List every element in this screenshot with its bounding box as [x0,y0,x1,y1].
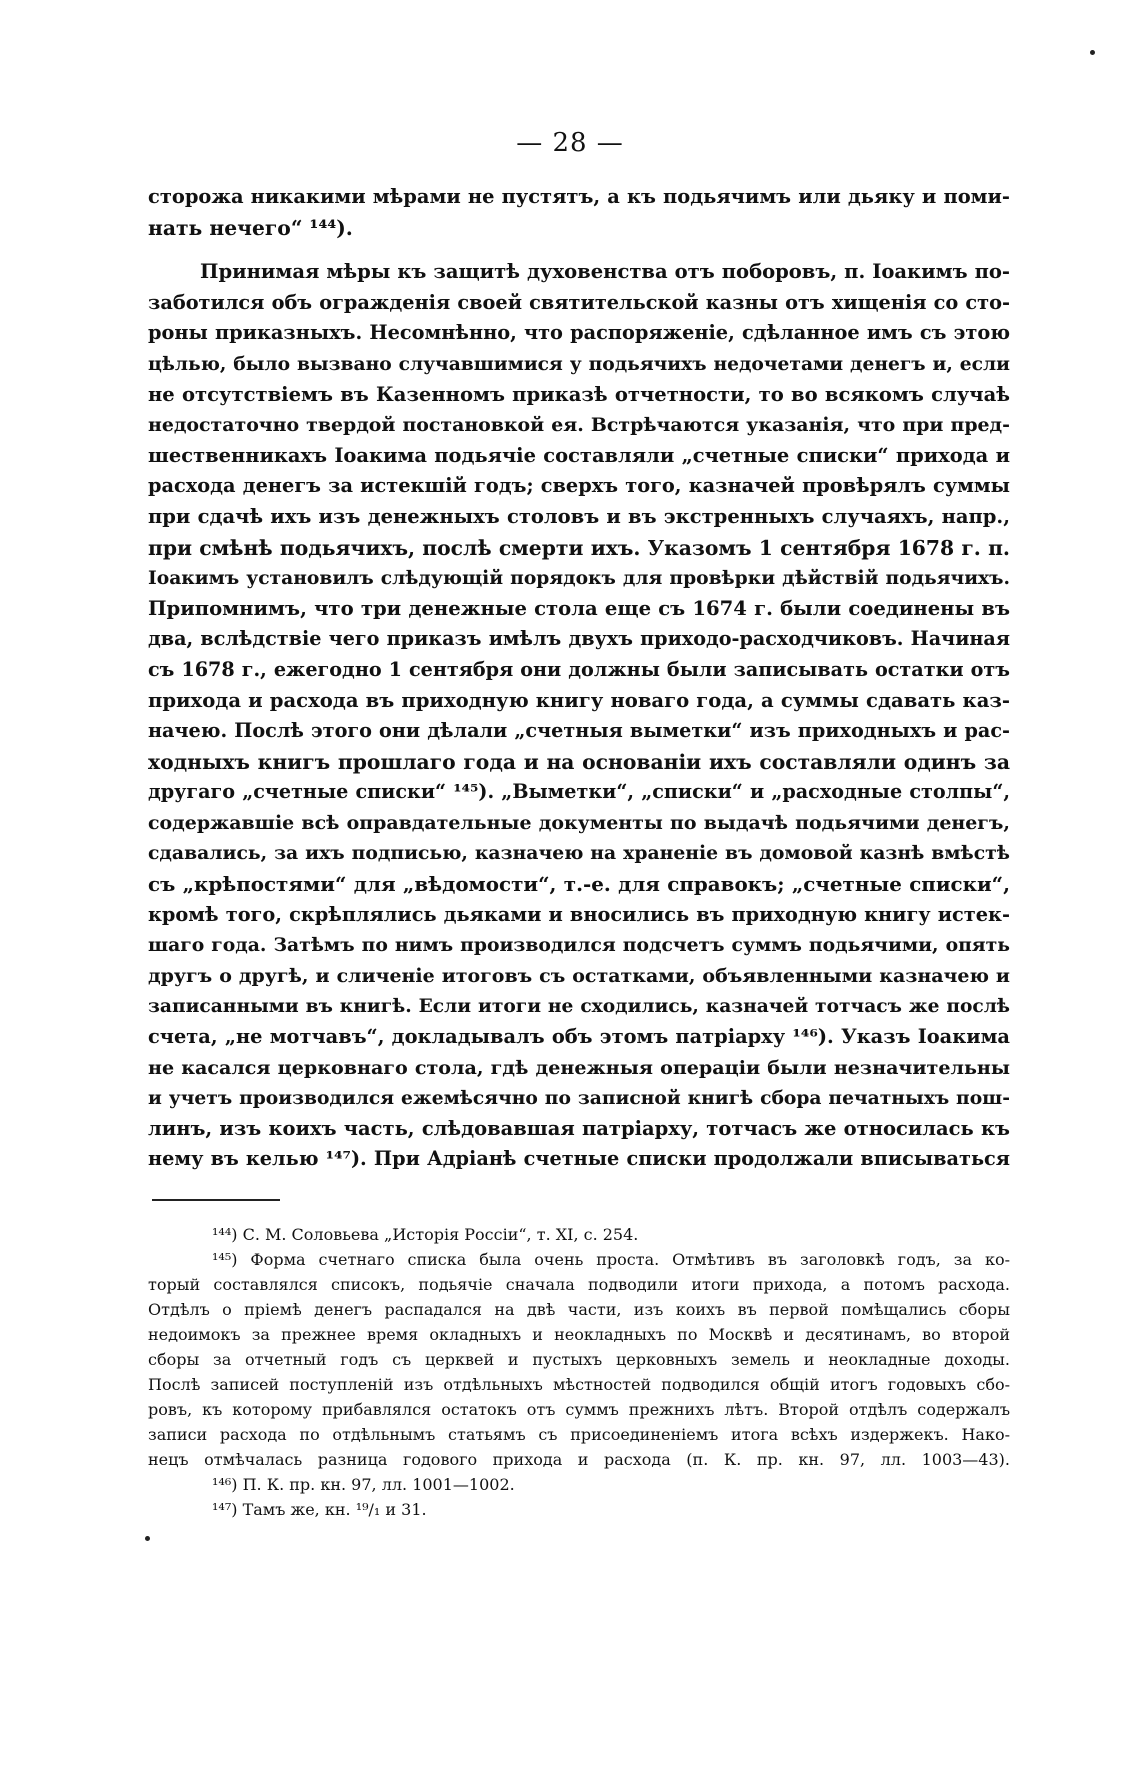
main-text [148,182,1010,1175]
footnote-line: нецъ отмѣчалась разница годового прихода и расхода (п. К. пр. кн. 97, лл. 1003—43). [148,1450,1010,1469]
text-line: сдавались, за ихъ подписью, казначею на храненіе въ домовой казнѣ вмѣстѣ [148,842,1010,865]
text-line: цѣлью, было вызвано случавшимися у подьячихъ недочетами денегъ и, если [148,352,1010,375]
text-line: линъ, изъ коихъ часть, слѣдовавшая патріарху, тотчасъ же относилась къ [148,1116,1010,1140]
text-line: не отсутствіемъ въ Казенномъ приказѣ отчетности, то во всякомъ случаѣ [148,382,1010,406]
footnote-line: ¹⁴⁷) Тамъ же, кн. ¹⁹/₁ и 31. [212,1500,427,1519]
footnotes [148,1222,1010,1522]
footnote-line: сборы за отчетный годъ съ церквей и пустыхъ церковныхъ земель и неокладные доходы. [148,1350,1010,1369]
scan-speck [145,1536,150,1541]
text-line: прихода и расхода въ приходную книгу новаго года, а суммы сдавать каз- [148,688,1010,712]
text-line: при сдачѣ ихъ изъ денежныхъ столовъ и въ экстренныхъ случаяхъ, напр., [148,504,1010,528]
text-line: счета, „не мотчавъ“, докладывалъ объ этомъ патріарху ¹⁴⁶). Указъ Іоакима [148,1025,1010,1049]
text-line: сторожа никакими мѣрами не пустятъ, а къ подьячимъ или дьяку и поми- [148,185,1010,208]
text-line: ходныхъ книгъ прошлаго года и на основаніи ихъ составляли одинъ за [148,749,1010,774]
text-line: два, вслѣдствіе чего приказъ имѣлъ двухъ приходо-расходчиковъ. Начиная [148,627,1010,651]
text-line: другъ о другѣ, и сличеніе итоговъ съ остатками, объявленными казначею и [148,964,1010,987]
text-line: нать нечего“ ¹⁴⁴). [148,215,353,240]
text-line: кромѣ того, скрѣплялись дьяками и вносились въ приходную книгу истек- [148,902,1010,926]
footnote-line: недоимокъ за прежнее время окладныхъ и неокладныхъ по Москвѣ и десятинамъ, во второй [148,1325,1010,1344]
text-line: не касался церковнаго стола, гдѣ денежныя операціи были незначительны [148,1055,1010,1079]
scan-speck [1090,50,1095,55]
text-line: роны приказныхъ. Несомнѣнно, что распоряженіе, сдѣланное имъ съ этою [148,321,1010,345]
footnote-line: Послѣ записей поступленій изъ отдѣльныхъ мѣстностей подводился общій итогъ годовыхъ сбо- [148,1375,1010,1394]
footnote-line: Отдѣлъ о пріемѣ денегъ распадался на двѣ части, изъ коихъ въ первой помѣщались сборы [148,1300,1010,1319]
text-line: содержавшіе всѣ оправдательные документы по выдачѣ подьячими денегъ, [148,811,1010,834]
footnote-line: ¹⁴⁵) Форма счетнаго списка была очень проста. Отмѣтивъ въ заголовкѣ годъ, за ко- [212,1250,1010,1269]
footnote-line: ровъ, къ которому прибавлялся остатокъ отъ суммъ прежнихъ лѣтъ. Второй отдѣлъ содержалъ [148,1400,1010,1419]
text-line: Принимая мѣры къ защитѣ духовенства отъ поборовъ, п. Іоакимъ по- [200,260,1010,284]
text-line: съ 1678 г., ежегодно 1 сентября они должны были записывать остатки отъ [148,657,1010,681]
footnote-line: ¹⁴⁶) П. К. пр. кн. 97, лл. 1001—1002. [212,1475,515,1494]
footnote-line: записи расхода по отдѣльнымъ статьямъ съ присоединеніемъ итога всѣхъ издержекъ. Нако- [148,1425,1010,1444]
text-line: другаго „счетные списки“ ¹⁴⁵). „Выметки“, „списки“ и „расходные столпы“, [148,780,1010,804]
text-line: шественникахъ Іоакима подьячіе составляли „счетные списки“ прихода и [148,443,1010,467]
footnote-line: торый составлялся списокъ, подьячіе сначала подводили итоги прихода, а потомъ расхода. [148,1275,1010,1294]
text-line: нему въ келью ¹⁴⁷). При Адріанѣ счетные списки продолжали вписываться [148,1147,1010,1171]
text-line: расхода денегъ за истекшій годъ; сверхъ того, казначей провѣрялъ суммы [148,474,1010,498]
footnote-line: ¹⁴⁴) С. М. Соловьева „Исторія Россіи“, т. XI, с. 254. [212,1225,639,1244]
text-line: начею. Послѣ этого они дѣлали „счетныя выметки“ изъ приходныхъ и рас- [148,719,1010,743]
text-line: Припомнимъ, что три денежные стола еще съ 1674 г. были соединены въ [148,596,1010,620]
footnote-separator [152,1199,280,1201]
text-line: заботился объ огражденія своей святительской казны отъ хищенія со сто- [148,290,1010,314]
text-line: записанными въ книгѣ. Если итоги не сходились, казначей тотчасъ же послѣ [148,995,1010,1018]
text-line: шаго года. Затѣмъ по нимъ производился подсчетъ суммъ подьячими, опять [148,934,1010,957]
text-line: недостаточно твердой постановкой ея. Встрѣчаются указанія, что при пред- [148,414,1010,437]
text-line: при смѣнѣ подьячихъ, послѣ смерти ихъ. Указомъ 1 сентября 1678 г. п. [148,535,1010,560]
text-line: съ „крѣпостями“ для „вѣдомости“, т.-е. для справокъ; „счетные списки“, [148,872,1010,897]
page-number: — 28 — [516,128,624,158]
text-line: и учетъ производился ежемѣсячно по записной книгѣ сбора печатныхъ пош- [148,1087,1010,1110]
text-line: Іоакимъ установилъ слѣдующій порядокъ для провѣрки дѣйствій подьячихъ. [148,567,1010,590]
